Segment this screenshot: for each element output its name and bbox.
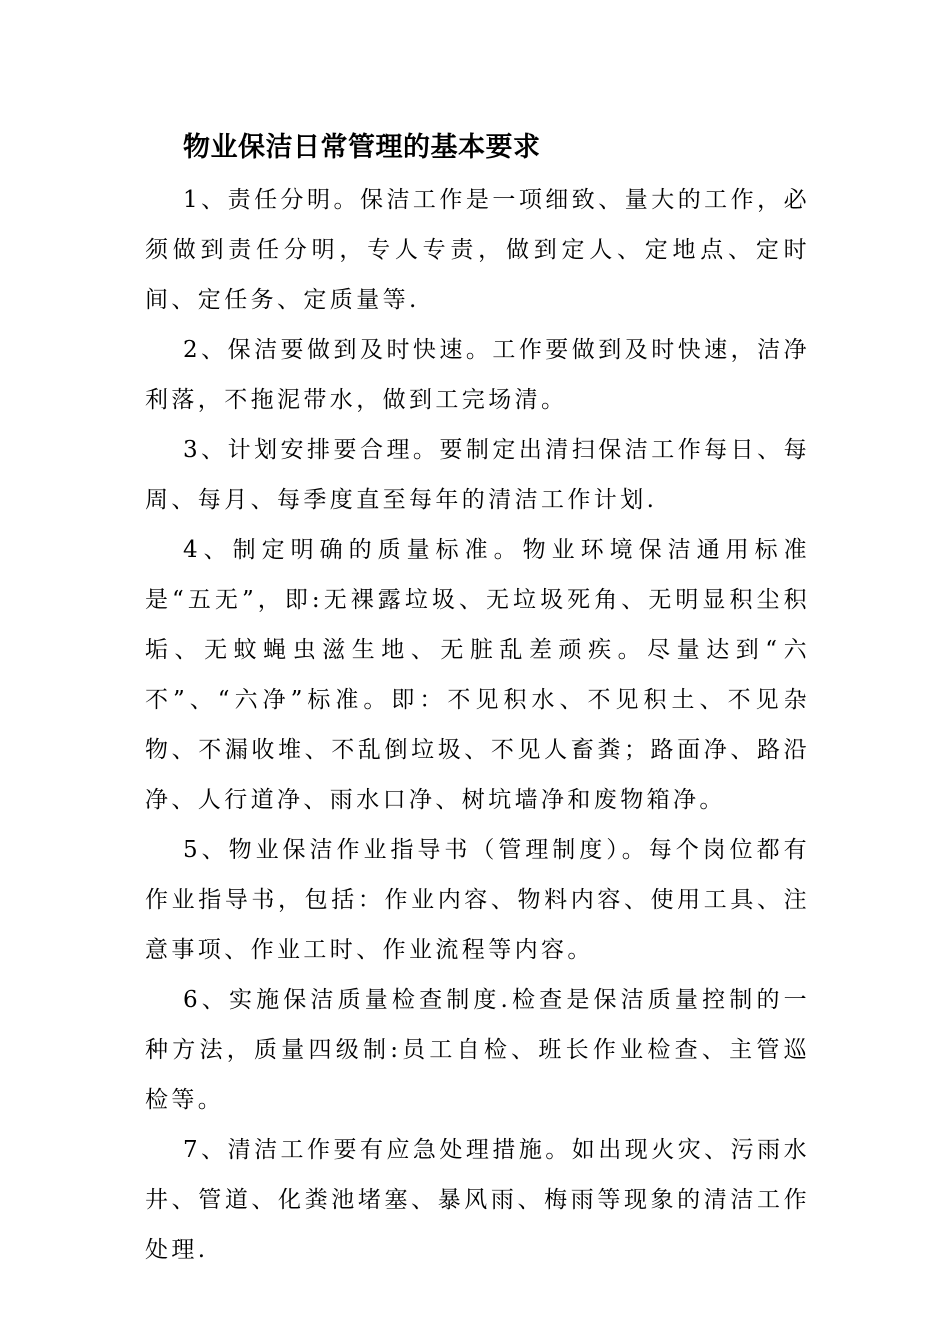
document-body [145, 175, 810, 1275]
paragraph-2: 2、保洁要做到及时快速。工作要做到及时快速，洁净利落，不拖泥带水，做到工完场清。 [145, 337, 810, 413]
paragraph-6: 6、实施保洁质量检查制度.检查是保洁质量控制的一种方法，质量四级制:员工自检、班长作业检查、主管巡检等。 [145, 987, 810, 1113]
paragraph-3: 3、计划安排要合理。要制定出清扫保洁工作每日、每周、每月、每季度直至每年的清洁工作计划. [145, 437, 810, 513]
document-title: 物业保洁日常管理的基本要求 [183, 132, 541, 163]
paragraph-7: 7、清洁工作要有应急处理措施。如出现火灾、污雨水井、管道、化粪池堵塞、暴风雨、梅雨等现象的清洁工作处理. [145, 1137, 810, 1263]
paragraph-4: 4、制定明确的质量标准。物业环境保洁通用标准是“五无”，即:无裸露垃圾、无垃圾死角、无明显积尘积垢、无蚊蝇虫滋生地、无脏乱差顽疾。尽量达到“六不”、“六净”标准。即：不见积水、不见积土、不见杂物、不漏收堆、不乱倒垃圾、不见人畜粪；路面净、路沿净、人行道净、雨水口净、树坑墙净和废物箱净。 [145, 537, 810, 813]
paragraph-1: 1、责任分明。保洁工作是一项细致、量大的工作，必须做到责任分明，专人专责，做到定人、定地点、定时间、定任务、定质量等. [145, 187, 810, 313]
paragraph-5: 5、物业保洁作业指导书（管理制度）。每个岗位都有作业指导书，包括：作业内容、物料内容、使用工具、注意事项、作业工时、作业流程等内容。 [145, 837, 810, 963]
